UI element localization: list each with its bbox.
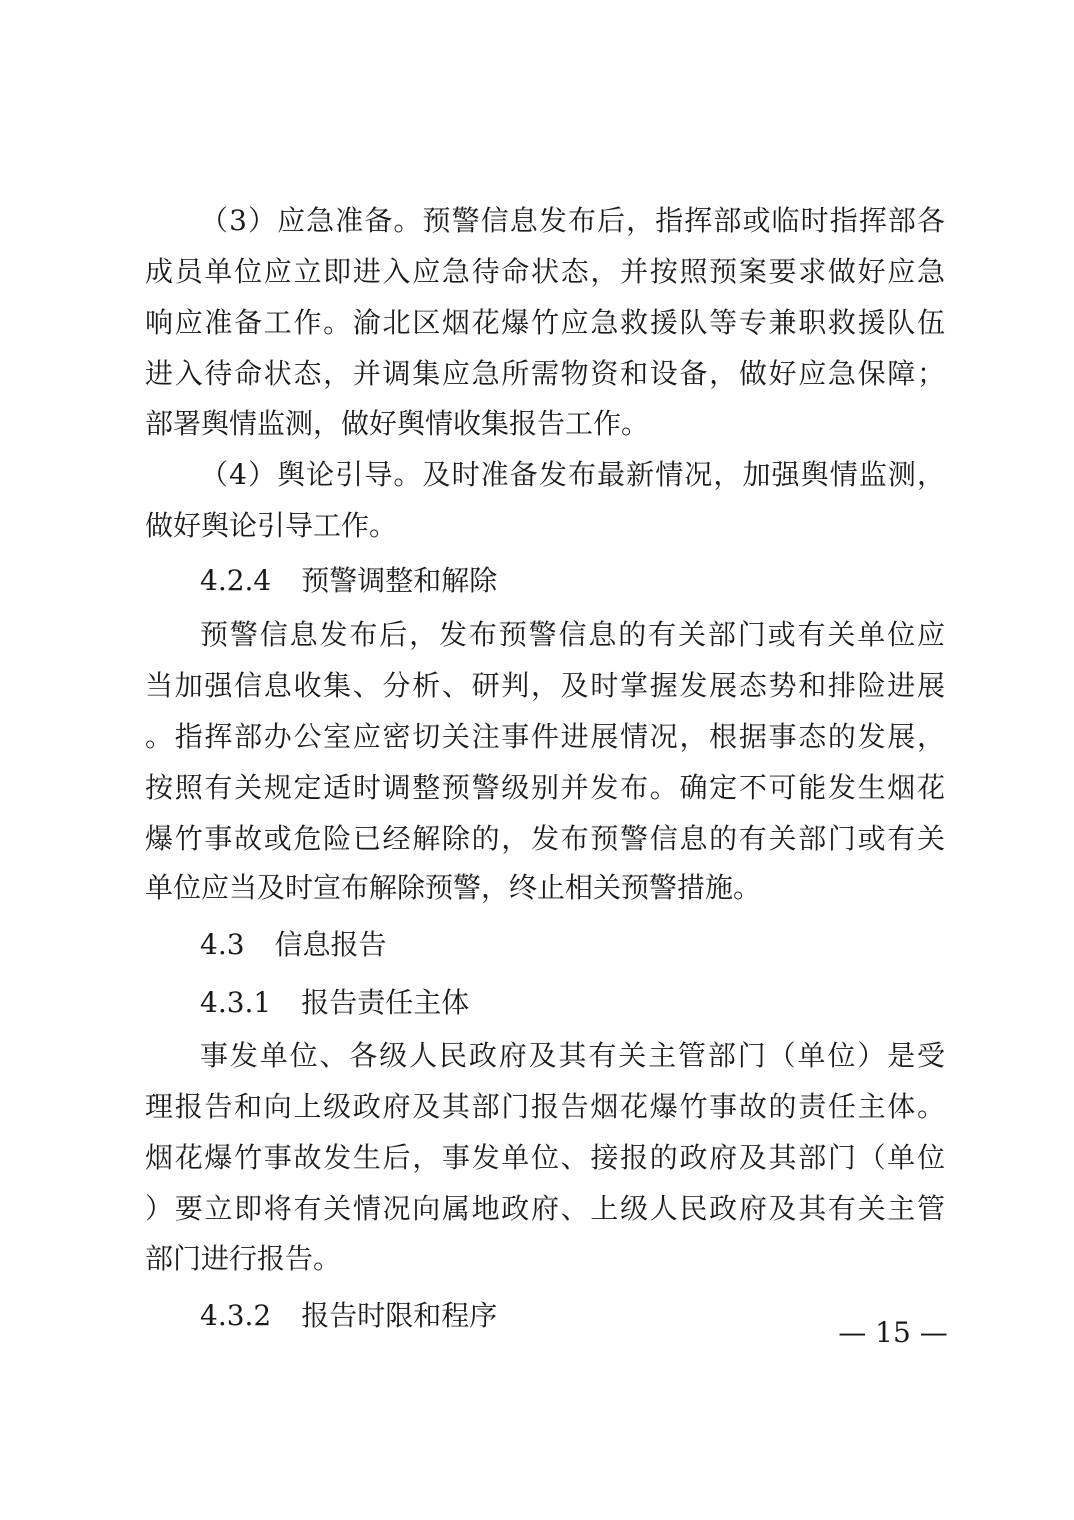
- text-line: 部门进行报告。: [145, 1242, 342, 1275]
- text-line: 。指挥部办公室应密切关注事件进展情况，根据事态的发展，: [145, 720, 945, 753]
- text-line: 部署舆情监测，做好舆情收集报告工作。: [145, 407, 650, 440]
- text-line: 烟花爆竹事故发生后，事发单位、接报的政府及其部门（单位: [145, 1141, 945, 1174]
- page-number: — 15 —: [838, 1316, 948, 1349]
- text-line: 理报告和向上级政府及其部门报告烟花爆竹事故的责任主体。: [145, 1090, 945, 1123]
- text-line: 响应准备工作。渝北区烟花爆竹应急救援队等专兼职救援队伍: [145, 306, 945, 339]
- text-line: 爆竹事故或危险已经解除的，发布预警信息的有关部门或有关: [145, 822, 945, 855]
- section-title: 信息报告: [274, 928, 387, 961]
- section-heading-4-3: [200, 925, 800, 965]
- section-number: 4.3.2: [200, 1299, 272, 1332]
- text-line: 进入待命状态，并调集应急所需物资和设备，做好应急保障；: [145, 357, 945, 390]
- text-line: 按照有关规定适时调整预警级别并发布。确定不可能发生烟花: [145, 771, 945, 804]
- section-number: 4.3: [200, 928, 245, 961]
- section-number: 4.2.4: [200, 564, 272, 597]
- section-heading-4-3-2: [200, 1296, 800, 1336]
- text-line: 做好舆论引导工作。: [145, 509, 398, 542]
- text-line: ）要立即将有关情况向属地政府、上级人民政府及其有关主管: [145, 1192, 945, 1225]
- section-title: 报告责任主体: [301, 986, 470, 1019]
- text-line: 当加强信息收集、分析、研判，及时掌握发展态势和排险进展: [145, 669, 945, 702]
- text-line: 成员单位应立即进入应急待命状态，并按照预案要求做好应急: [145, 255, 945, 288]
- text-line: 单位应当及时宣布解除预警，终止相关预警措施。: [145, 871, 762, 904]
- text-line: （3）应急准备。预警信息发布后，指挥部或临时指挥部各: [200, 204, 945, 237]
- text-line: 事发单位、各级人民政府及其有关主管部门（单位）是受: [200, 1039, 945, 1072]
- text-line: （4）舆论引导。及时准备发布最新情况，加强舆情监测，: [200, 458, 945, 491]
- section-heading-4-2-4: [200, 561, 800, 601]
- section-title: 报告时限和程序: [301, 1299, 498, 1332]
- text-line: 预警信息发布后，发布预警信息的有关部门或有关单位应: [200, 618, 945, 651]
- section-title: 预警调整和解除: [301, 564, 498, 597]
- section-number: 4.3.1: [200, 986, 272, 1019]
- section-heading-4-3-1: [200, 983, 800, 1023]
